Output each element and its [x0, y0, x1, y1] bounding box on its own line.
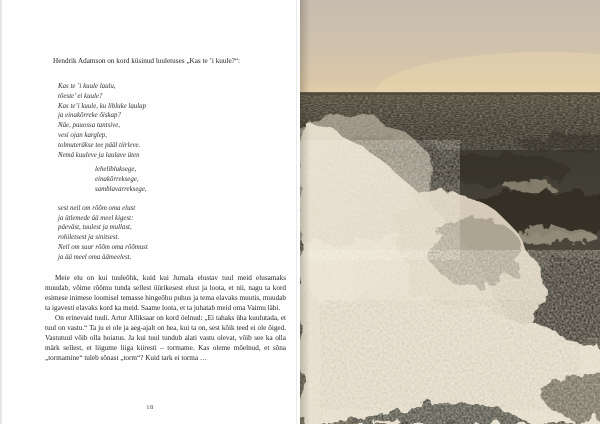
left-edge-strip	[0, 0, 2, 424]
storm-sea-waves-photo	[300, 0, 600, 424]
verse-line: sest neil om rõõm oma elust	[58, 204, 136, 212]
verse-line: Kas te’i kuule, ku libluke laulap	[58, 102, 147, 110]
verse-line: tolmuteräkse tee pääl tiirleve.	[58, 141, 141, 149]
verse-line: päeväst, tuulest ja mullast,	[58, 224, 132, 232]
intro-line: Hendrik Adamson on kord küsinud luuletuses „Kas te ’i kuule?“:	[53, 57, 241, 65]
verse-line: vesi ojan karglep,	[58, 131, 107, 139]
body-paragraph-2: On erinevaid tuuli. Artur Alliksaar on kord öelnud: „Ei tahaks üha kuulutada, et tuul on vastu.“ Ta ju ei ole ja aeg-ajalt on hea, kui ta on, sest kõik teed ei ole õiged. Vastutuul võib olla hoiatus. Ja kui tuul tundub alati vastu olevat, võib see ka olla märk sellest, et liigume liiga kiiresti – tormame. Kas oleme mõelnud, et sõna „tormamine“ tuleb sõnast „torm“? Kuid tark ei torma …	[45, 313, 286, 362]
verse-line: ja einakõrreke õiskap?	[58, 112, 121, 120]
verse-line: lehelibluksege,	[95, 166, 137, 174]
verse-line: ja ütlemede ää meel kigest:	[58, 214, 134, 222]
gutter-shadow	[300, 0, 310, 424]
body-paragraph-1: Meie elu on kui tuuleõhk, kuid kui Jumala elustav tuul meid elusamaks muudab, võime rõõmu tunda sellest üürikesest elust ja loota, et nii, nagu ta kord esimese inimese loomisel temasse hingeõhu puhus ja tema elavaks muutis, muudab ta igavesti elavaks kord ka meid. Saame loota, et ta juhatab meid oma Vaimu läbi.	[45, 273, 286, 312]
verse-line: einakõrreksege,	[95, 176, 139, 184]
verse-line: Neil om suur rõõm oma rõõmust	[58, 243, 148, 251]
verse-line: ja ää meel oma äämeelest.	[58, 253, 132, 261]
verse-line: Näe, puuossa tantsive,	[58, 122, 121, 130]
verse-line: samblavarreksege,	[95, 185, 147, 193]
verse-line: tõeste’ ei kuule?	[58, 92, 103, 100]
page-number: 18	[146, 404, 154, 411]
page-gutter	[296, 0, 297, 424]
right-page-photo	[300, 0, 600, 424]
poem-stanza-3	[58, 204, 286, 263]
text-block	[45, 56, 286, 363]
verse-line: Kas te ’i kuule laulu,	[58, 83, 116, 90]
poem-stanza-2	[95, 165, 286, 194]
verse-line: Nemä kuuleve ja laulave üten	[58, 151, 140, 159]
verse-line: rohiletsest ja sinitsest.	[58, 234, 120, 242]
poem-stanza-1	[58, 82, 286, 160]
